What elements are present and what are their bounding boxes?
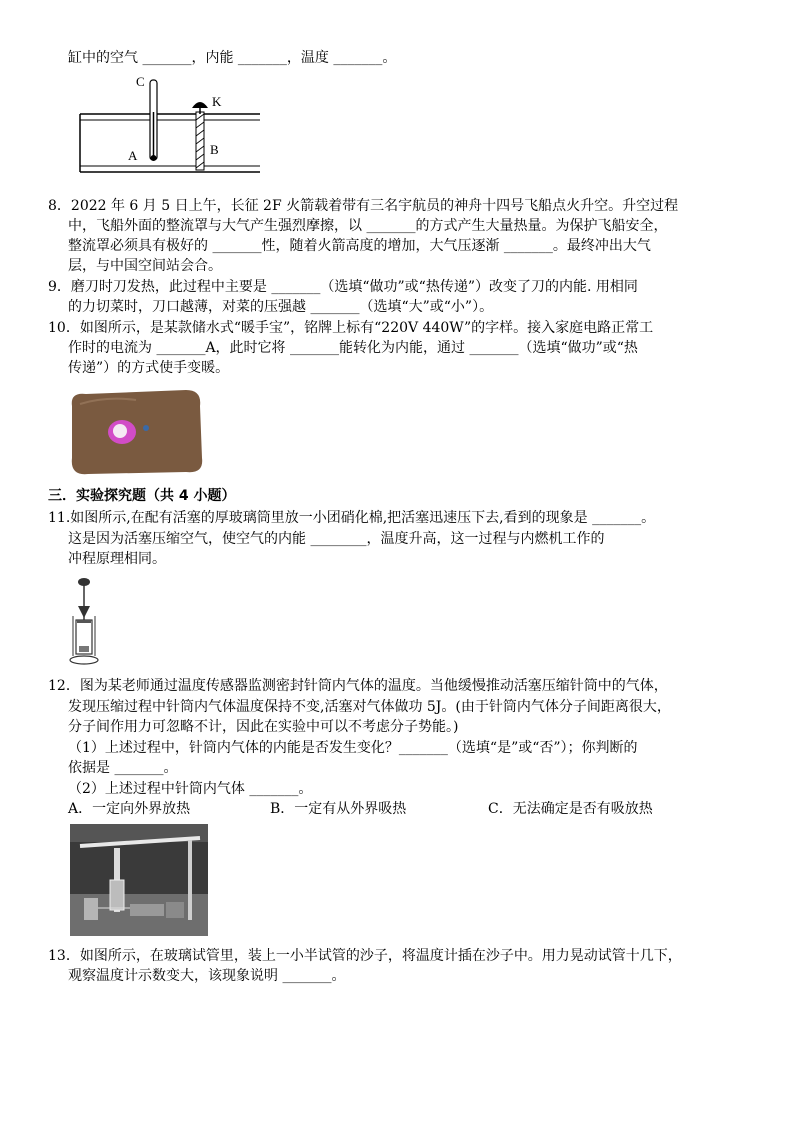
q10-line-3: 传递”）的方式使手变暖。 xyxy=(68,360,230,376)
hand-warmer-figure xyxy=(66,386,206,478)
q12-option-a: A．一定向外界放热 xyxy=(68,801,191,817)
q8-line-1: 8．2022 年 6 月 5 日上午，长征 2F 火箭载着带有三名宇航员的神舟十四号飞船点火升空。升空过程 xyxy=(48,198,679,214)
q12-line-2: 发现压缩过程中针筒内气体温度保持不变,活塞对气体做功 5J。(由于针筒内气体分子间距离很大， xyxy=(68,699,671,715)
label-c: C xyxy=(136,74,145,89)
q12-line-1: 12．图为某老师通过温度传感器监测密封针筒内气体的温度。当他缓慢推动活塞压缩针筒中的气体， xyxy=(48,678,668,694)
q12-line-4: （1）上述过程中，针筒内气体的内能是否发生变化？_______（选填“是”或“否”）；你判断的 xyxy=(68,740,638,756)
q11-line-3: 冲程原理相同。 xyxy=(68,551,166,567)
syringe-experiment-photo xyxy=(70,824,208,936)
q10-line-1: 10．如图所示，是某款储水式“暖手宝”，铭牌上标有“220V 440W”的字样。接入家庭电路正常工 xyxy=(48,320,654,336)
q11-line-2: 这是因为活塞压缩空气，使空气的内能 ________，温度升高，这一过程与内燃机工作的 xyxy=(68,531,605,547)
q9-line-1: 9．磨刀时刀发热，此过程中主要是 _______（选填“做功”或“热传递”）改变了刀的内能. 用相同 xyxy=(48,279,638,295)
label-b: B xyxy=(210,142,219,157)
glass-tube-piston-figure xyxy=(64,576,104,666)
label-a: A xyxy=(128,148,138,163)
q8-line-2: 中，飞船外面的整流罩与大气产生强烈摩擦，以 _______的方式产生大量热量。为保护飞船安全， xyxy=(68,218,668,234)
q10-line-2: 作时的电流为 _______A，此时它将 _______能转化为内能，通过 _______（选填“做功”或“热 xyxy=(68,340,638,356)
q13-line-2: 观察温度计示数变大，该现象说明 _______。 xyxy=(68,968,346,984)
cylinder-thermometer-figure xyxy=(70,72,270,180)
q11-line-1: 11.如图所示,在配有活塞的厚玻璃筒里放一小团硝化棉,把活塞迅速压下去,看到的现象是 _______。 xyxy=(48,510,656,526)
q13-line-1: 13．如图所示，在玻璃试管里，装上一小半试管的沙子，将温度计插在沙子中。用力晃动试管十几下， xyxy=(48,948,682,964)
q7-continuation-line: 缸中的空气 _______，内能 _______，温度 _______。 xyxy=(68,50,397,66)
q12-option-c: C．无法确定是否有吸放热 xyxy=(488,801,653,817)
section-3-heading: 三．实验探究题（共 4 小题） xyxy=(48,488,236,504)
q12-option-b: B．一定有从外界吸热 xyxy=(270,801,407,817)
q8-line-4: 层，与中国空间站会合。 xyxy=(68,258,222,274)
q12-line-3: 分子间作用力可忽略不计，因此在实验中可以不考虑分子势能。) xyxy=(68,719,459,735)
q12-line-5: 依据是 _______。 xyxy=(68,760,178,776)
q8-line-3: 整流罩必须具有极好的 _______性，随着火箭高度的增加，大气压逐渐 _______。最终冲出大气 xyxy=(68,238,651,254)
label-k: K xyxy=(212,94,222,109)
q12-line-6: （2）上述过程中针筒内气体 _______。 xyxy=(68,781,313,797)
q9-line-2: 的力切菜时，刀口越薄，对菜的压强越 _______（选填“大”或“小”）。 xyxy=(68,299,494,315)
